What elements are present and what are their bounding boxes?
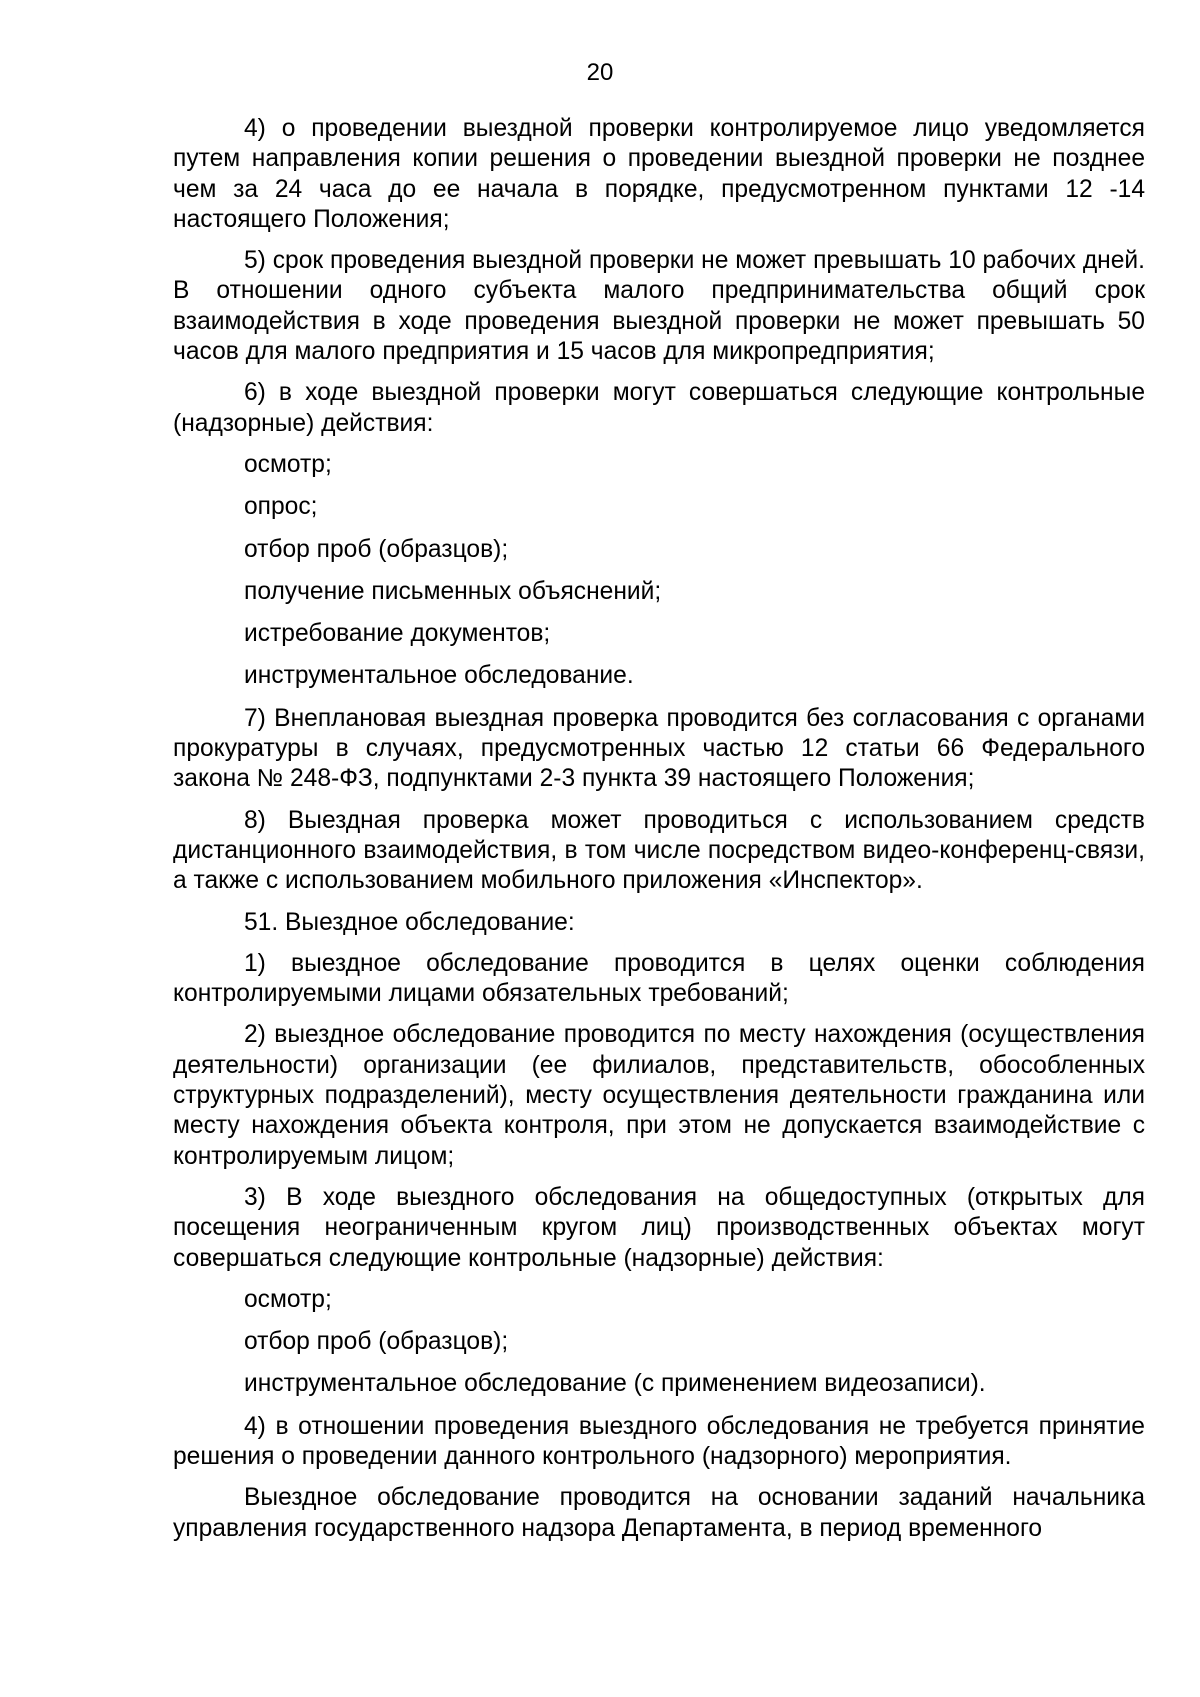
paragraph-item-7: 7) Внеплановая выездная проверка проводится без согласования с органами прокуратуры в случаях, предусмотренных частью 12 статьи 66 Федерального закона № 248-ФЗ, подпунктами 2-3 пункта 39 настоящего Положения; [173, 704, 1145, 793]
page-number: 20 [586, 59, 614, 86]
paragraph-item-4: 4) о проведении выездной проверки контролируемое лицо уведомляется путем направления копии решения о проведении выездной проверки не позднее чем за 24 часа до ее начала в порядке, предусмотренном пунктами 12 -14 настоящего Положения; [173, 115, 1145, 233]
list-item-sampling: отбор проб (образцов); [244, 535, 509, 563]
list-item-written-explanations: получение письменных объяснений; [244, 577, 662, 605]
section-51-item-2: 2) выездное обследование проводится по месту нахождения (осуществления деятельности) организации (ее филиалов, представительств, обособленных структурных подразделений), месту осуществления деятельности гражданина или месту нахождения объекта контроля, при этом не допускается взаимодействие с контролируемым лицом; [173, 1021, 1145, 1170]
list-item-instrumental-examination: инструментальное обследование. [244, 662, 634, 690]
section-51-item-1: 1) выездное обследование проводится в целях оценки соблюдения контролируемыми лицами обязательных требований; [173, 949, 1145, 1008]
list-item-documents-request: истребование документов; [244, 620, 551, 648]
paragraph-item-5: 5) срок проведения выездной проверки не может превышать 10 рабочих дней. В отношении одного субъекта малого предпринимательства общий срок взаимодействия в ходе проведения выездной проверки не может превышать 50 часов для малого предприятия и 15 часов для микропредприятия; [173, 247, 1145, 366]
closing-paragraph: Выездное обследование проводится на основании заданий начальника управления государственного надзора Департамента, в период временного [173, 1484, 1145, 1542]
section-51-heading: 51. Выездное обследование: [244, 908, 575, 936]
list-item-instrumental-examination-video: инструментальное обследование (с применением видеозаписи). [244, 1370, 986, 1398]
list-item-inspection: осмотр; [244, 450, 332, 478]
list-item-inspection-2: осмотр; [244, 1285, 332, 1313]
section-51-item-4: 4) в отношении проведения выездного обследования не требуется принятие решения о проведении данного контрольного (надзорного) мероприятия. [173, 1412, 1145, 1470]
list-item-survey: опрос; [244, 493, 318, 521]
document-body [173, 114, 1145, 1555]
list-item-sampling-2: отбор проб (образцов); [244, 1328, 509, 1356]
paragraph-item-6: 6) в ходе выездной проверки могут совершаться следующие контрольные (надзорные) действия: [173, 379, 1145, 437]
paragraph-item-8: 8) Выездная проверка может проводиться с использованием средств дистанционного взаимодействия, в том числе посредством видео-конференц-связи, а также с использованием мобильного приложения «Инспектор». [173, 806, 1145, 895]
section-51-item-3: 3) В ходе выездного обследования на общедоступных (открытых для посещения неограниченным кругом лиц) производственных объектах могут совершаться следующие контрольные (надзорные) действия: [173, 1183, 1145, 1272]
